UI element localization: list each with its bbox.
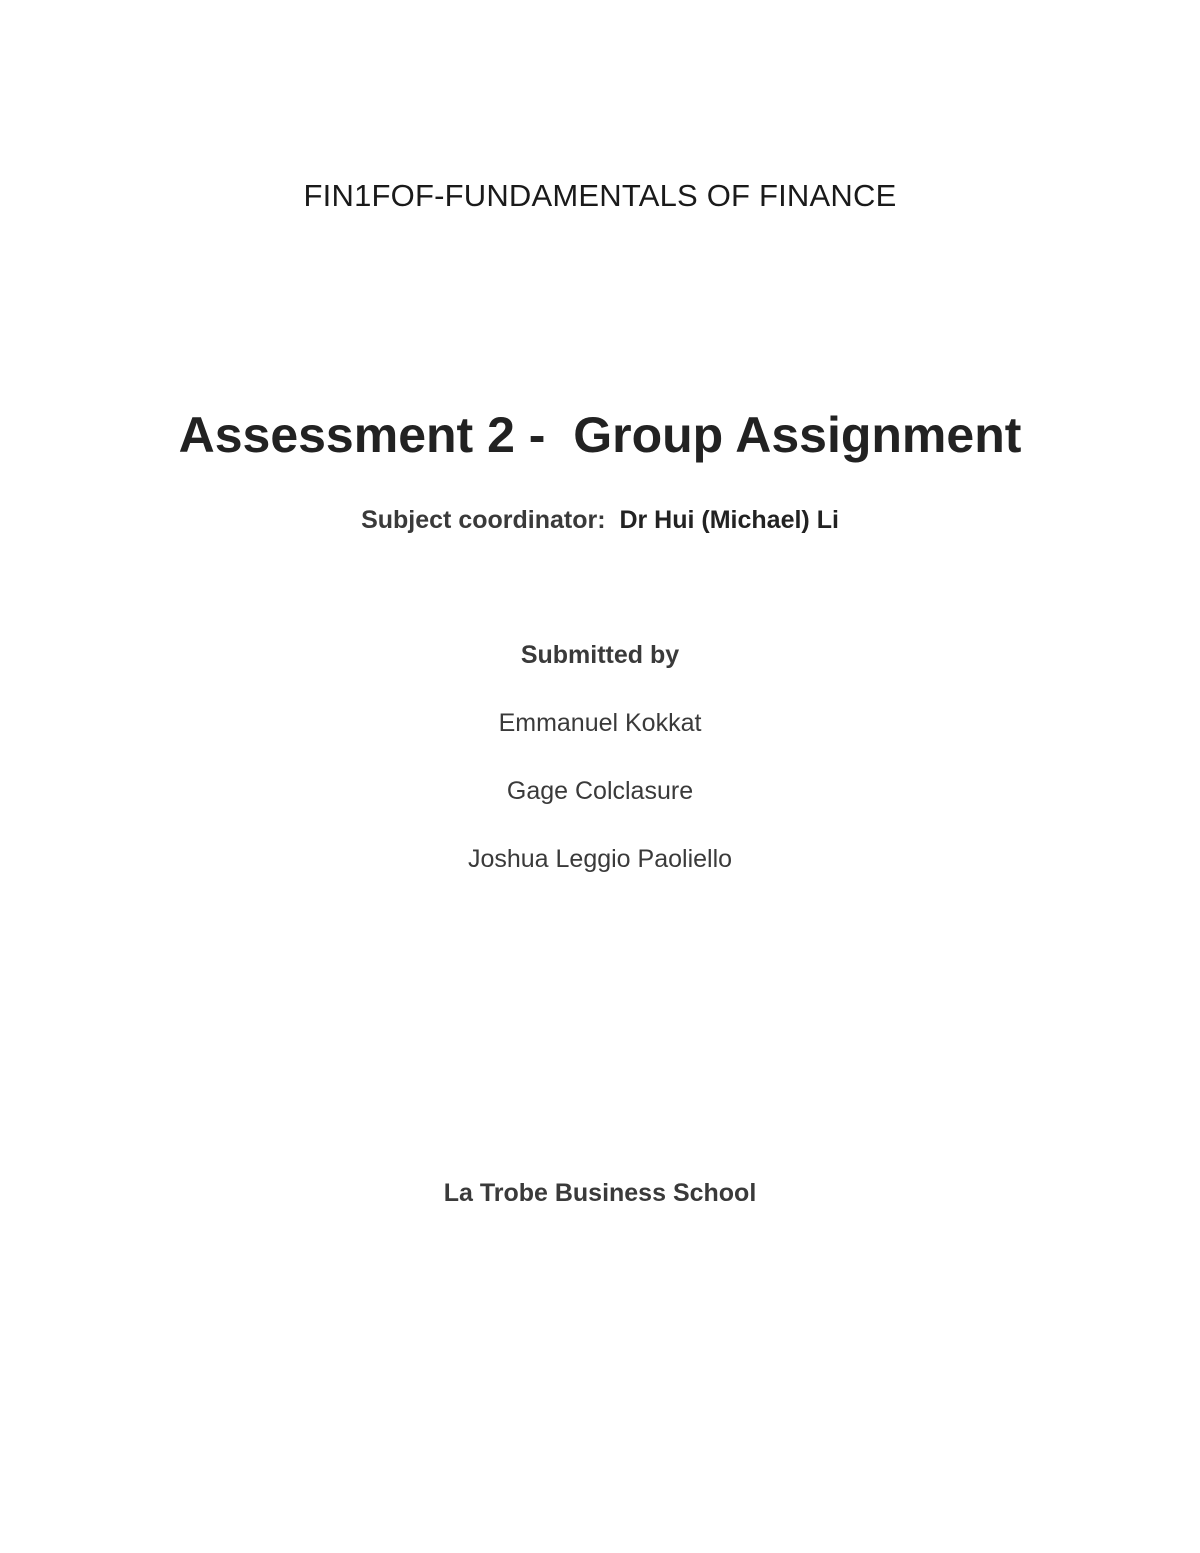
member-name: Gage Colclasure [506, 777, 694, 805]
assessment-title: Assessment 2 - Group Assignment [178, 407, 1022, 463]
school-name: La Trobe Business School [443, 1179, 757, 1207]
member-name: Emmanuel Kokkat [498, 709, 702, 737]
member-name: Joshua Leggio Paoliello [467, 845, 733, 873]
submitted-by-heading: Submitted by [520, 641, 680, 669]
coordinator-name: Dr Hui (Michael) Li [619, 506, 839, 534]
course-title: FIN1FOF-FUNDAMENTALS OF FINANCE [303, 178, 897, 213]
coordinator-label: Subject coordinator: [361, 506, 606, 534]
subject-coordinator-line [0, 506, 1200, 535]
